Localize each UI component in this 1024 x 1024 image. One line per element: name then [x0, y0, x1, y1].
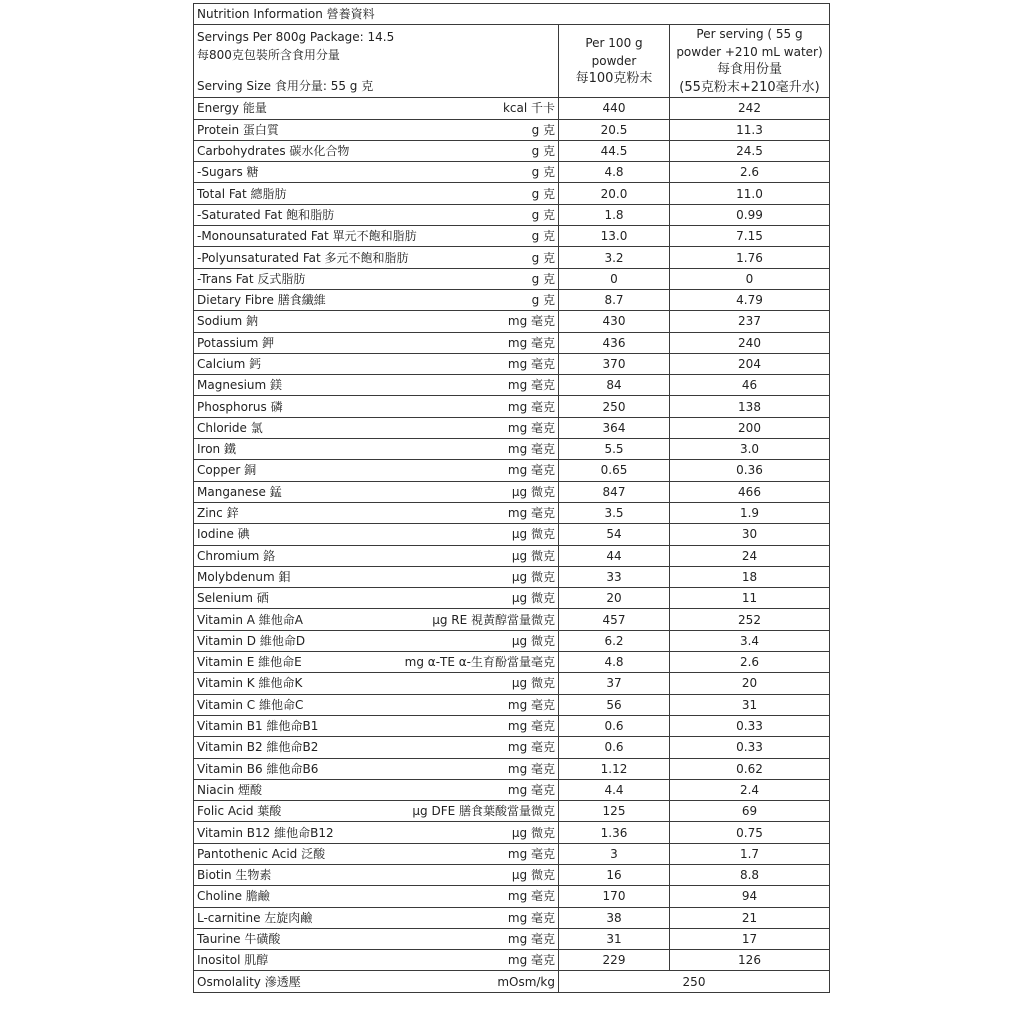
nutrient-name-cell — [194, 545, 559, 566]
nutrient-row — [194, 140, 830, 161]
per100-value: 44 — [559, 545, 670, 566]
table-title: Nutrition Information 營養資料 — [194, 4, 830, 25]
nutrient-name: Vitamin C 維他命C — [197, 697, 304, 712]
servings-per-package-zh: 每800克包裝所含食用分量 — [197, 47, 340, 62]
nutrient-name-cell — [194, 226, 559, 247]
serving-value: 1.9 — [670, 502, 830, 523]
nutrient-name: -Sugars 糖 — [197, 165, 259, 180]
nutrition-table — [193, 3, 830, 993]
nutrient-name-cell — [194, 140, 559, 161]
nutrient-unit: mg 毫克 — [507, 953, 555, 968]
nutrient-name: Iodine 碘 — [197, 527, 250, 542]
per100-value: 4.4 — [559, 779, 670, 800]
serving-value: 46 — [670, 375, 830, 396]
nutrient-unit: mg 毫克 — [507, 399, 555, 414]
nutrient-name-cell — [194, 566, 559, 587]
nutrient-name: Chloride 氯 — [197, 420, 263, 435]
nutrient-row — [194, 694, 830, 715]
nutrient-name-cell — [194, 907, 559, 928]
nutrient-row — [194, 609, 830, 630]
per100-value: 6.2 — [559, 630, 670, 651]
nutrient-unit: mg 毫克 — [507, 314, 555, 329]
serving-value: 30 — [670, 524, 830, 545]
nutrient-row — [194, 502, 830, 523]
nutrient-name-cell — [194, 417, 559, 438]
per100-value: 38 — [559, 907, 670, 928]
nutrient-row — [194, 801, 830, 822]
per100-value: 20 — [559, 588, 670, 609]
nutrient-unit: mg 毫克 — [507, 697, 555, 712]
nutrient-unit: μg 微克 — [511, 484, 555, 499]
nutrient-name: Copper 銅 — [197, 463, 257, 478]
per100-value: 229 — [559, 950, 670, 971]
nutrient-name: -Trans Fat 反式脂肪 — [197, 271, 306, 286]
nutrient-unit: g 克 — [531, 144, 555, 159]
nutrient-unit: mg 毫克 — [507, 761, 555, 776]
nutrient-name-cell — [194, 439, 559, 460]
nutrient-row — [194, 864, 830, 885]
serving-value: 24 — [670, 545, 830, 566]
serving-value: 18 — [670, 566, 830, 587]
servings-cell — [194, 25, 559, 98]
per100-value: 370 — [559, 353, 670, 374]
nutrient-name-cell — [194, 289, 559, 310]
nutrient-name-cell — [194, 204, 559, 225]
nutrient-unit: mg 毫克 — [507, 910, 555, 925]
nutrient-unit: mg 毫克 — [507, 463, 555, 478]
nutrient-name: Manganese 錳 — [197, 484, 282, 499]
nutrient-row — [194, 183, 830, 204]
nutrient-name: Calcium 鈣 — [197, 357, 262, 371]
serving-size: Serving Size 食用分量: 55 g 克 — [197, 78, 374, 93]
per100-value: 170 — [559, 886, 670, 907]
nutrient-row — [194, 311, 830, 332]
per100-value: 5.5 — [559, 439, 670, 460]
nutrient-name-cell — [194, 119, 559, 140]
nutrient-name-cell — [194, 481, 559, 502]
nutrient-unit: μg 微克 — [511, 527, 555, 542]
osmolality-name-cell — [194, 971, 559, 992]
nutrient-name-cell — [194, 609, 559, 630]
nutrient-name: Dietary Fibre 膳食纖維 — [197, 293, 326, 308]
per100-value: 44.5 — [559, 140, 670, 161]
nutrient-row — [194, 460, 830, 481]
nutrient-name: Chromium 鉻 — [197, 548, 276, 563]
nutrient-name: -Monounsaturated Fat 單元不飽和脂肪 — [197, 229, 417, 244]
nutrient-name-cell — [194, 311, 559, 332]
nutrient-unit: mg 毫克 — [507, 420, 555, 435]
osmolality-name: Osmolality 滲透壓 — [197, 974, 301, 989]
per100-value: 440 — [559, 98, 670, 119]
nutrient-unit: μg RE 視黃醇當量微克 — [432, 612, 555, 627]
serving-value: 240 — [670, 332, 830, 353]
serving-value: 7.15 — [670, 226, 830, 247]
nutrient-row — [194, 417, 830, 438]
nutrient-unit: g 克 — [531, 271, 555, 286]
per100-value: 430 — [559, 311, 670, 332]
per100-value: 13.0 — [559, 226, 670, 247]
nutrient-unit: g 克 — [531, 229, 555, 244]
nutrient-unit: g 克 — [531, 165, 555, 180]
serving-value: 1.7 — [670, 843, 830, 864]
nutrient-unit: μg 微克 — [511, 825, 555, 840]
serving-value: 0.99 — [670, 204, 830, 225]
nutrient-name: Pantothenic Acid 泛酸 — [197, 846, 326, 861]
nutrient-name-cell — [194, 183, 559, 204]
nutrient-unit: mg 毫克 — [507, 932, 555, 947]
nutrient-row — [194, 566, 830, 587]
nutrient-name: Selenium 硒 — [197, 591, 269, 606]
nutrient-name: Niacin 煙酸 — [197, 782, 263, 797]
nutrient-row — [194, 907, 830, 928]
nutrient-name: Taurine 牛磺酸 — [197, 932, 281, 947]
nutrient-name: Molybdenum 鉬 — [197, 569, 291, 584]
nutrient-row — [194, 162, 830, 183]
per100-value: 56 — [559, 694, 670, 715]
per100-value: 3 — [559, 843, 670, 864]
per100-value: 4.8 — [559, 162, 670, 183]
nutrition-label — [193, 3, 829, 1024]
per100-value: 1.36 — [559, 822, 670, 843]
nutrient-name: Protein 蛋白質 — [197, 122, 279, 137]
nutrient-name: Carbohydrates 碳水化合物 — [197, 144, 350, 159]
nutrient-unit: mg 毫克 — [507, 442, 555, 457]
serving-value: 0.62 — [670, 758, 830, 779]
serving-value: 31 — [670, 694, 830, 715]
nutrient-name-cell — [194, 396, 559, 417]
nutrient-unit: g 克 — [531, 250, 555, 265]
nutrient-unit: mg 毫克 — [507, 335, 555, 350]
nutrient-name: Iron 鐵 — [197, 442, 236, 457]
serving-value: 200 — [670, 417, 830, 438]
per100-value: 3.5 — [559, 502, 670, 523]
nutrient-name-cell — [194, 843, 559, 864]
nutrient-name-cell — [194, 950, 559, 971]
serving-value: 11.0 — [670, 183, 830, 204]
osmolality-value: 250 — [559, 971, 830, 992]
per100-value: 0.6 — [559, 715, 670, 736]
nutrient-name: Folic Acid 葉酸 — [197, 804, 282, 819]
nutrient-unit: kcal 千卡 — [502, 101, 555, 116]
nutrient-row — [194, 226, 830, 247]
nutrient-name: Sodium 鈉 — [197, 314, 259, 329]
nutrient-name-cell — [194, 673, 559, 694]
per100-value: 84 — [559, 375, 670, 396]
serving-value: 8.8 — [670, 864, 830, 885]
nutrient-row — [194, 545, 830, 566]
nutrient-row — [194, 886, 830, 907]
nutrient-name-cell — [194, 864, 559, 885]
per100-value: 33 — [559, 566, 670, 587]
nutrient-unit: mg 毫克 — [507, 378, 555, 393]
serving-value: 69 — [670, 801, 830, 822]
per100-value: 1.8 — [559, 204, 670, 225]
nutrient-name: Vitamin B12 維他命B12 — [197, 825, 334, 840]
nutrient-row — [194, 652, 830, 673]
nutrient-row — [194, 928, 830, 949]
nutrient-row — [194, 737, 830, 758]
nutrient-name-cell — [194, 332, 559, 353]
serving-value: 2.4 — [670, 779, 830, 800]
nutrient-name-cell — [194, 630, 559, 651]
nutrient-row — [194, 332, 830, 353]
serving-value: 0.33 — [670, 737, 830, 758]
per100-value: 20.5 — [559, 119, 670, 140]
nutrient-unit: mg 毫克 — [507, 846, 555, 861]
serving-value: 1.76 — [670, 247, 830, 268]
per100-value: 20.0 — [559, 183, 670, 204]
per100-value: 457 — [559, 609, 670, 630]
serving-value: 11.3 — [670, 119, 830, 140]
nutrient-row — [194, 439, 830, 460]
nutrient-row — [194, 289, 830, 310]
nutrient-unit: mg α-TE α-生育酚當量毫克 — [404, 655, 555, 670]
nutrient-name-cell — [194, 375, 559, 396]
nutrient-unit: μg 微克 — [511, 676, 555, 691]
nutrient-name: Energy 能量 — [197, 101, 267, 116]
nutrient-name-cell — [194, 928, 559, 949]
nutrient-unit: g 克 — [531, 293, 555, 308]
col-head-per100 — [559, 25, 670, 98]
nutrient-name: Vitamin K 維他命K — [197, 676, 303, 691]
nutrient-name: Potassium 鉀 — [197, 335, 275, 350]
per100-value: 125 — [559, 801, 670, 822]
nutrient-name-cell — [194, 886, 559, 907]
nutrient-unit: μg 微克 — [511, 548, 555, 563]
nutrient-unit: mg 毫克 — [507, 782, 555, 797]
nutrient-row — [194, 396, 830, 417]
nutrient-name: Choline 膽鹼 — [197, 889, 270, 904]
serving-value: 94 — [670, 886, 830, 907]
per100-value: 8.7 — [559, 289, 670, 310]
col-serving-en1: Per serving ( 55 g — [696, 27, 803, 42]
nutrient-name-cell — [194, 502, 559, 523]
nutrient-name: Magnesium 鎂 — [197, 378, 283, 393]
nutrient-row — [194, 375, 830, 396]
nutrient-row — [194, 630, 830, 651]
nutrient-name-cell — [194, 353, 559, 374]
nutrient-row — [194, 204, 830, 225]
nutrient-row — [194, 524, 830, 545]
nutrient-name: Vitamin B2 維他命B2 — [197, 740, 319, 755]
nutrient-row — [194, 758, 830, 779]
serving-value: 3.0 — [670, 439, 830, 460]
nutrient-name-cell — [194, 460, 559, 481]
nutrient-name: -Saturated Fat 飽和脂肪 — [197, 207, 335, 222]
serving-value: 0.36 — [670, 460, 830, 481]
serving-value: 2.6 — [670, 652, 830, 673]
nutrient-row — [194, 843, 830, 864]
per100-value: 436 — [559, 332, 670, 353]
serving-value: 252 — [670, 609, 830, 630]
per100-value: 0.65 — [559, 460, 670, 481]
nutrient-name-cell — [194, 652, 559, 673]
col-head-serving — [670, 25, 830, 98]
nutrient-unit: mg 毫克 — [507, 889, 555, 904]
per100-value: 37 — [559, 673, 670, 694]
serving-value: 0.33 — [670, 715, 830, 736]
nutrient-unit: mg 毫克 — [507, 719, 555, 734]
per100-value: 364 — [559, 417, 670, 438]
nutrient-name: Vitamin D 維他命D — [197, 633, 306, 648]
nutrient-name-cell — [194, 758, 559, 779]
nutrient-unit: g 克 — [531, 186, 555, 201]
osmolality-unit: mOsm/kg — [497, 974, 555, 989]
serving-value: 0 — [670, 268, 830, 289]
per100-value: 4.8 — [559, 652, 670, 673]
servings-row — [194, 25, 830, 98]
per100-value: 250 — [559, 396, 670, 417]
nutrient-unit: mg 毫克 — [507, 506, 555, 521]
serving-value: 17 — [670, 928, 830, 949]
nutrient-name-cell — [194, 737, 559, 758]
per100-value: 0.6 — [559, 737, 670, 758]
nutrient-name-cell — [194, 268, 559, 289]
serving-value: 3.4 — [670, 630, 830, 651]
nutrient-unit: g 克 — [531, 122, 555, 137]
title-row — [194, 4, 830, 25]
nutrient-name: Phosphorus 磷 — [197, 399, 283, 414]
serving-value: 237 — [670, 311, 830, 332]
col-serving-zh2: (55克粉末+210毫升水) — [679, 80, 820, 96]
per100-value: 3.2 — [559, 247, 670, 268]
nutrient-row — [194, 673, 830, 694]
nutrient-name-cell — [194, 247, 559, 268]
serving-value: 204 — [670, 353, 830, 374]
serving-value: 24.5 — [670, 140, 830, 161]
serving-value: 0.75 — [670, 822, 830, 843]
nutrient-name: Zinc 鋅 — [197, 506, 239, 521]
serving-value: 126 — [670, 950, 830, 971]
nutrient-unit: μg 微克 — [511, 591, 555, 606]
servings-per-package: Servings Per 800g Package: 14.5 — [197, 29, 395, 44]
nutrient-name-cell — [194, 822, 559, 843]
nutrient-unit: g 克 — [531, 207, 555, 222]
nutrient-name: Total Fat 總脂肪 — [197, 186, 287, 201]
nutrient-name: -Polyunsaturated Fat 多元不飽和脂肪 — [197, 250, 409, 265]
nutrient-name: Vitamin E 維他命E — [197, 655, 302, 670]
nutrient-unit: mg 毫克 — [507, 357, 555, 371]
serving-value: 20 — [670, 673, 830, 694]
nutrient-name-cell — [194, 694, 559, 715]
per100-value: 847 — [559, 481, 670, 502]
per100-value: 0 — [559, 268, 670, 289]
nutrient-name: Vitamin B1 維他命B1 — [197, 719, 319, 734]
per100-value: 1.12 — [559, 758, 670, 779]
nutrient-row — [194, 715, 830, 736]
nutrient-row — [194, 98, 830, 119]
per100-value: 31 — [559, 928, 670, 949]
osmolality-row — [194, 971, 830, 992]
nutrient-row — [194, 481, 830, 502]
nutrient-name-cell — [194, 588, 559, 609]
nutrient-unit: μg 微克 — [511, 633, 555, 648]
nutrient-row — [194, 779, 830, 800]
nutrient-name-cell — [194, 98, 559, 119]
nutrient-name-cell — [194, 715, 559, 736]
per100-value: 16 — [559, 864, 670, 885]
nutrient-unit: μg DFE 膳食葉酸當量微克 — [412, 804, 555, 819]
nutrient-row — [194, 119, 830, 140]
nutrient-name: Inositol 肌醇 — [197, 953, 269, 968]
nutrient-name-cell — [194, 779, 559, 800]
serving-value: 21 — [670, 907, 830, 928]
nutrient-row — [194, 588, 830, 609]
nutrient-name: Vitamin A 維他命A — [197, 612, 304, 627]
nutrient-unit: μg 微克 — [511, 569, 555, 584]
col-serving-en2: powder +210 mL water) — [676, 45, 823, 60]
nutrient-row — [194, 247, 830, 268]
nutrient-name-cell — [194, 524, 559, 545]
serving-value: 242 — [670, 98, 830, 119]
serving-value: 2.6 — [670, 162, 830, 183]
per100-value: 54 — [559, 524, 670, 545]
col-serving-zh1: 每食用份量 — [716, 62, 782, 78]
nutrient-name: Biotin 生物素 — [197, 868, 272, 883]
col-per100-zh: 每100克粉末 — [575, 71, 653, 87]
nutrient-row — [194, 950, 830, 971]
nutrient-unit: μg 微克 — [511, 868, 555, 883]
serving-value: 4.79 — [670, 289, 830, 310]
nutrient-row — [194, 822, 830, 843]
nutrient-row — [194, 353, 830, 374]
serving-value: 11 — [670, 588, 830, 609]
nutrient-name-cell — [194, 162, 559, 183]
serving-value: 466 — [670, 481, 830, 502]
nutrient-name: Vitamin B6 維他命B6 — [197, 761, 319, 776]
col-per100-en: Per 100 g powder — [585, 36, 643, 69]
nutrient-unit: mg 毫克 — [507, 740, 555, 755]
nutrient-name-cell — [194, 801, 559, 822]
nutrient-row — [194, 268, 830, 289]
serving-value: 138 — [670, 396, 830, 417]
nutrient-name: L-carnitine 左旋肉鹼 — [197, 910, 313, 925]
